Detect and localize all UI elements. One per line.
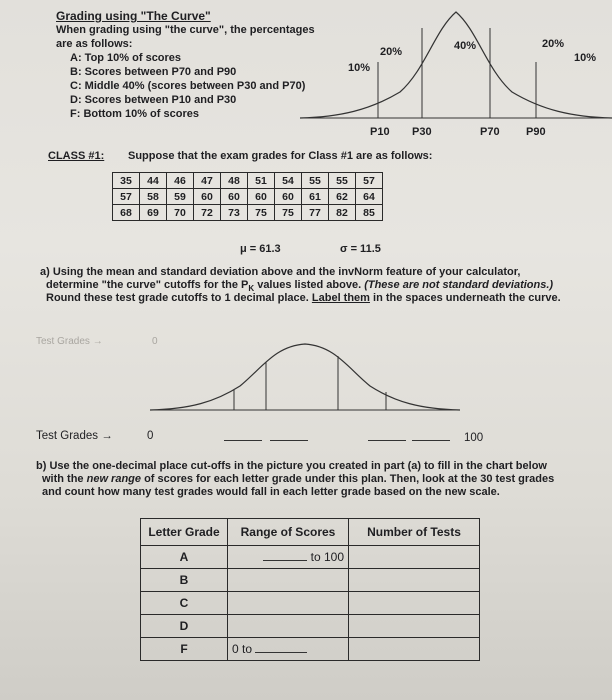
- part-a-line-3-post: in the spaces underneath the curve.: [369, 292, 561, 304]
- cutoff-blank-2[interactable]: [270, 440, 308, 441]
- part-b-line-2: [42, 473, 554, 485]
- grade-item-f: F: Bottom 10% of scores: [70, 108, 199, 120]
- letter-grade-cell: C: [141, 592, 228, 615]
- grade-cell: 46: [167, 173, 194, 189]
- cutoff-blank-1[interactable]: [224, 440, 262, 441]
- cutoff-blank-4[interactable]: [412, 440, 450, 441]
- grade-cell: 51: [248, 173, 275, 189]
- letter-row-a: [141, 546, 480, 569]
- grade-cell: 57: [356, 173, 383, 189]
- grade-cell: 54: [275, 173, 302, 189]
- letter-grade-cell: A: [141, 546, 228, 569]
- pct-label-10-left: 10%: [348, 62, 371, 74]
- grade-cell: 58: [140, 189, 167, 205]
- grade-cell: 85: [356, 205, 383, 221]
- grade-cell: 35: [113, 173, 140, 189]
- count-cell[interactable]: [349, 615, 480, 638]
- cutoff-blank-3[interactable]: [368, 440, 406, 441]
- letter-table-header: [141, 519, 480, 546]
- pk-subscript: K: [248, 284, 255, 294]
- count-cell[interactable]: [349, 569, 480, 592]
- count-cell[interactable]: [349, 592, 480, 615]
- range-cell[interactable]: [228, 638, 349, 661]
- part-b-line-3: and count how many test grades would fall in each letter grade based on the new scale.: [42, 486, 500, 498]
- test-grades-label: Test Grades →: [36, 430, 113, 442]
- grade-cell: 82: [329, 205, 356, 221]
- part-b-line-1: b) Use the one-decimal place cut-offs in the picture you created in part (a) to fill in the chart below: [36, 460, 547, 472]
- p10-label: P10: [370, 126, 390, 138]
- grade-cell: 44: [140, 173, 167, 189]
- grade-cell: 48: [221, 173, 248, 189]
- letter-grade-table: [140, 518, 480, 661]
- grade-cell: 75: [248, 205, 275, 221]
- bleed-through-label: Test Grades →: [36, 336, 103, 347]
- class1-label: CLASS #1:: [48, 150, 105, 162]
- section-title: Grading using "The Curve": [56, 9, 211, 23]
- part-a-line-1: a) Using the mean and standard deviation above and the invNorm feature of your calculator,: [40, 266, 521, 278]
- axis-end: 100: [464, 432, 484, 444]
- part-b-line-2-post: of scores for each letter grade under this plan. Then, look at the 30 test grades: [141, 473, 555, 485]
- axis-start: 0: [147, 430, 154, 442]
- letter-grade-cell: F: [141, 638, 228, 661]
- grade-cell: 77: [302, 205, 329, 221]
- letter-grade-cell: D: [141, 615, 228, 638]
- range-cell[interactable]: [228, 569, 349, 592]
- grade-cell: 55: [302, 173, 329, 189]
- letter-grade-cell: B: [141, 569, 228, 592]
- grade-cell: 73: [221, 205, 248, 221]
- grade-cell: 60: [221, 189, 248, 205]
- letter-row-b: [141, 569, 480, 592]
- bleed-through-zero: 0: [152, 336, 158, 347]
- grade-cell: 47: [194, 173, 221, 189]
- range-cell[interactable]: [228, 615, 349, 638]
- range-blank[interactable]: [255, 652, 307, 653]
- part-a-line-2-text: determine "the curve" cutoffs for the P: [46, 279, 249, 291]
- grade-cell: 61: [302, 189, 329, 205]
- grades-row: [113, 189, 383, 205]
- grade-cell: 60: [248, 189, 275, 205]
- bottom-normal-curve: [150, 340, 460, 424]
- pct-label-40: 40%: [454, 40, 477, 52]
- range-text: 0 to: [232, 642, 253, 656]
- grade-cell: 60: [275, 189, 302, 205]
- part-b-line-2-text: with the: [42, 473, 87, 485]
- part-a-line-2-mid: values listed above.: [254, 279, 365, 291]
- part-a-line-2-italic: (These are not standard deviations.): [364, 279, 554, 291]
- letter-row-c: [141, 592, 480, 615]
- part-a-line-3-underline: Label them: [311, 292, 370, 304]
- intro-line-1: When grading using "the curve", the percentages: [56, 24, 315, 36]
- grades-table: [112, 172, 383, 221]
- class1-text: Suppose that the exam grades for Class #1 are as follows:: [128, 150, 433, 162]
- curve-path: [150, 344, 460, 410]
- part-a-line-3: [46, 292, 561, 304]
- grade-item-d: D: Scores between P10 and P30: [70, 94, 237, 106]
- part-b-line-2-italic: new range: [86, 473, 142, 485]
- range-blank[interactable]: [263, 560, 307, 561]
- grade-cell: 62: [329, 189, 356, 205]
- mean-label: μ = 61.3: [240, 243, 281, 255]
- count-cell[interactable]: [349, 546, 480, 569]
- range-cell[interactable]: [228, 592, 349, 615]
- grade-cell: 57: [113, 189, 140, 205]
- curve-path: [300, 12, 612, 118]
- grade-cell: 55: [329, 173, 356, 189]
- top-normal-curve: [300, 0, 612, 140]
- pct-label-10-right: 10%: [574, 52, 597, 64]
- grade-item-c: C: Middle 40% (scores between P30 and P70): [70, 80, 306, 92]
- grades-row: [113, 173, 383, 189]
- grade-item-b: B: Scores between P70 and P90: [70, 66, 237, 78]
- p90-label: P90: [526, 126, 546, 138]
- part-a-line-3-text: Round these test grade cutoffs to 1 decimal place.: [46, 292, 312, 304]
- grade-cell: 75: [275, 205, 302, 221]
- header-range: Range of Scores: [228, 519, 349, 546]
- count-cell[interactable]: [349, 638, 480, 661]
- grade-item-a: A: Top 10% of scores: [70, 52, 182, 64]
- header-count: Number of Tests: [349, 519, 480, 546]
- grade-cell: 69: [140, 205, 167, 221]
- grade-cell: 72: [194, 205, 221, 221]
- header-letter-grade: Letter Grade: [141, 519, 228, 546]
- pct-label-20-left: 20%: [380, 46, 403, 58]
- grade-cell: 68: [113, 205, 140, 221]
- letter-row-d: [141, 615, 480, 638]
- range-text: to 100: [310, 550, 344, 564]
- letter-row-f: [141, 638, 480, 661]
- grade-cell: 60: [194, 189, 221, 205]
- range-cell[interactable]: [228, 546, 349, 569]
- grade-cell: 70: [167, 205, 194, 221]
- intro-line-2: are as follows:: [56, 38, 133, 50]
- grade-cell: 64: [356, 189, 383, 205]
- p70-label: P70: [480, 126, 500, 138]
- pct-label-20-right: 20%: [542, 38, 565, 50]
- p30-label: P30: [412, 126, 432, 138]
- grade-cell: 59: [167, 189, 194, 205]
- grades-row: [113, 205, 383, 221]
- sd-label: σ = 11.5: [340, 243, 381, 255]
